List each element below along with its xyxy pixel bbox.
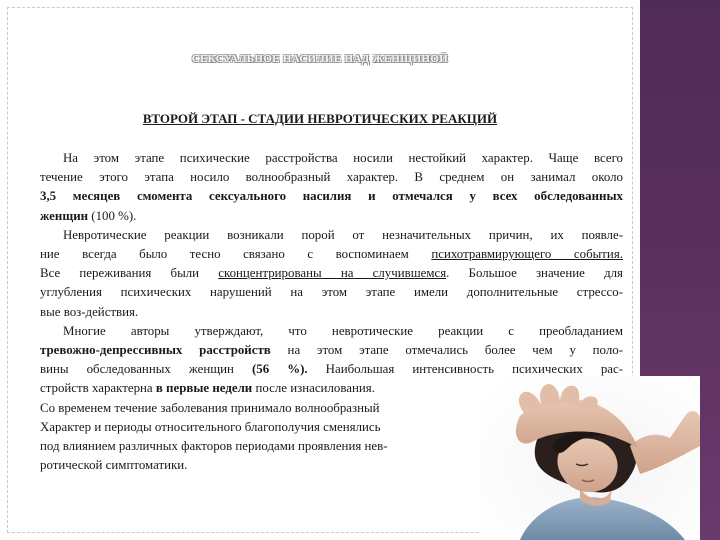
line: течение этого этапа носило волнообразный характер. В среднем он занимал около (40, 170, 623, 185)
line: стройств характерна в первые недели после изнасилования. (40, 381, 375, 396)
line: под влиянием различных факторов периодами проявления нев- (40, 439, 388, 454)
line: Невротические реакции возникали порой от незначительных причин, их появле- (63, 227, 623, 242)
line: ротической симптоматики. (40, 458, 188, 473)
line: 3,5 месяцев смомента сексуального насилия и отмечался у всех обследованных (40, 189, 623, 204)
line: тревожно-депрессивных расстройств на этом этапе отмечались более чем у поло- (40, 343, 624, 358)
line: вины обследованных женщин (56 %). Наибольшая интенсивность психических рас- (40, 362, 624, 377)
line: вые воз-действия. (40, 304, 139, 319)
slide-title: СЕКСУАЛЬНОЕ НАСИЛИЕ НАД ЖЕНЩИНОЙ (191, 53, 449, 65)
line: Все переживания были сконцентрированы на случившемся. Большое значение для (40, 266, 623, 281)
line: На этом этапе психические расстройства носили нестойкий характер. Чаще всего (63, 151, 623, 165)
line: Со временем течение заболевания принимало волнообразный (40, 400, 380, 415)
line: Характер и периоды относительного благополучия сменялись (40, 419, 381, 434)
woman-headache-photo (480, 376, 700, 540)
line: углубления психических нарушений на этом этапе имели дополнительные стрессо- (40, 285, 623, 300)
line: ние всегда было тесно связано с воспоминаем психотравмирующего события. (40, 247, 623, 262)
section-subtitle: ВТОРОЙ ЭТАП - СТАДИИ НЕВРОТИЧЕСКИХ РЕАКЦИЙ (142, 111, 498, 126)
line: Многие авторы утверждают, что невротические реакции с преобладанием (63, 323, 623, 338)
line: женщин (100 %). (40, 208, 137, 223)
